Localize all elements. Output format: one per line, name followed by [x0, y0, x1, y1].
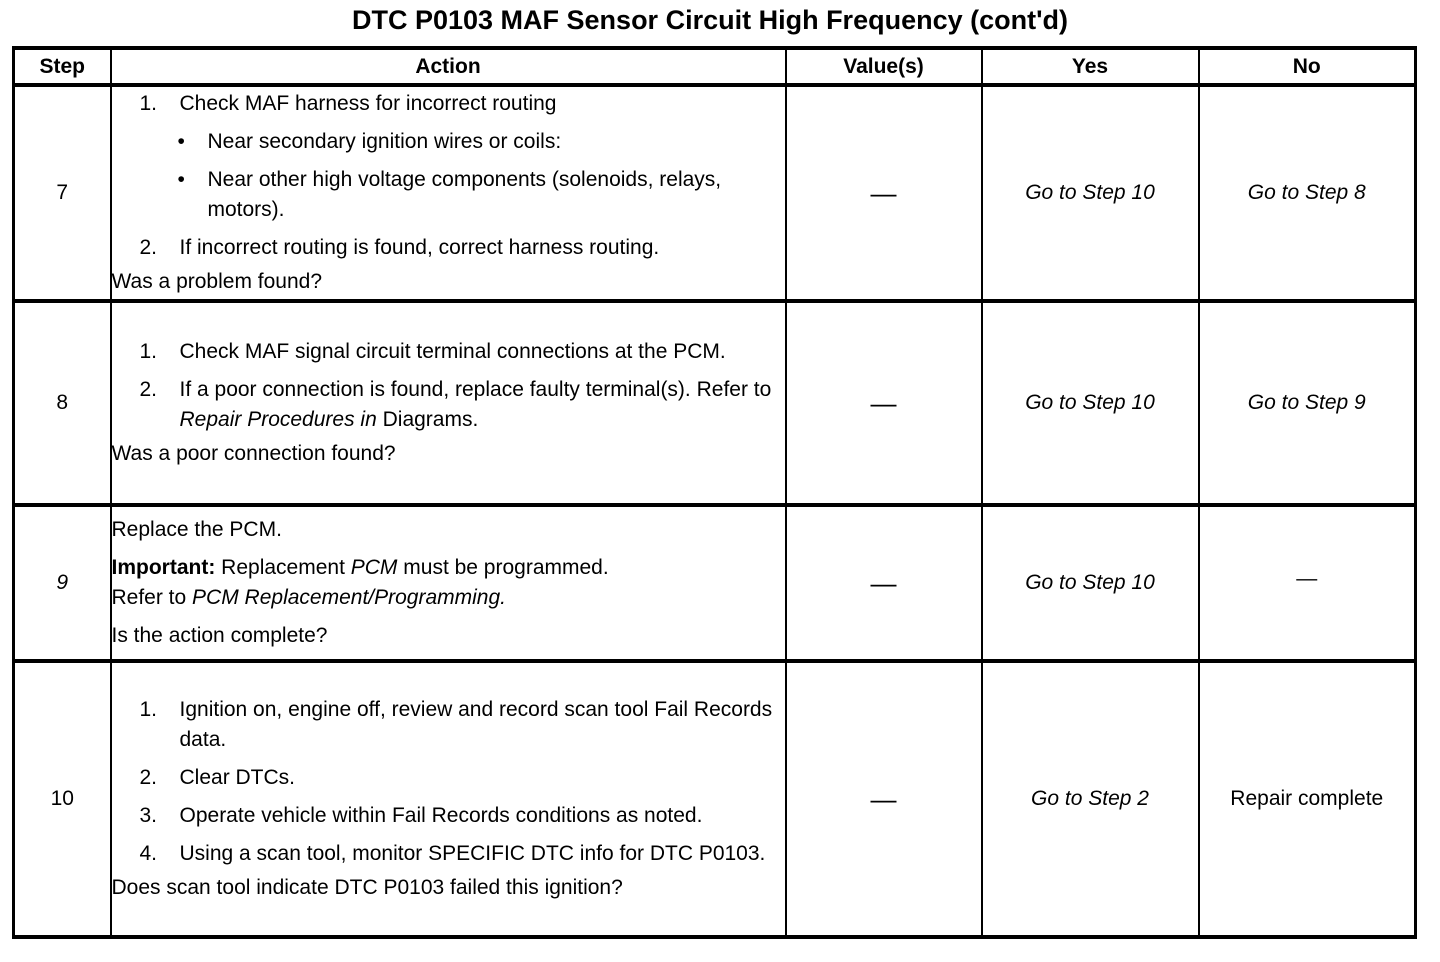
refer-text: Refer to [111, 586, 187, 609]
pcm-programming-reference: PCM Replacement/Programming. [192, 586, 506, 609]
value-cell: — [786, 301, 982, 505]
no-cell: Go to Step 9 [1199, 301, 1416, 505]
important-pcm: PCM [350, 556, 398, 579]
important-text-post: must be programmed. [403, 556, 609, 579]
list-text: Check MAF harness for incorrect routing [179, 92, 557, 115]
list-number: 1. [139, 698, 158, 721]
list-item [140, 337, 785, 367]
bullet-icon: • [177, 168, 185, 191]
header-row [14, 48, 1416, 85]
list-number: 2. [139, 378, 158, 401]
list-text: Operate vehicle within Fail Records conditions as noted. [179, 804, 703, 827]
no-cell: Repair complete [1199, 661, 1416, 937]
no-cell: Go to Step 8 [1199, 85, 1416, 301]
list-item [140, 233, 785, 263]
list-number: 3. [139, 804, 158, 827]
col-header-no: No [1199, 48, 1416, 85]
value-cell: — [786, 85, 982, 301]
step-number: 7 [14, 85, 111, 301]
yes-cell: Go to Step 10 [982, 301, 1199, 505]
important-note [112, 553, 785, 613]
bullet-item [178, 165, 785, 225]
step-number: 8 [14, 301, 111, 505]
list-item [140, 89, 785, 119]
bullet-text: Near other high voltage components (solenoids, relays, motors). [207, 168, 722, 221]
value-cell: — [786, 661, 982, 937]
list-number: 2. [139, 236, 158, 259]
list-item [140, 801, 785, 831]
no-cell: — [1199, 505, 1416, 661]
action-cell [111, 85, 786, 301]
action-cell [111, 301, 786, 505]
col-header-values: Value(s) [786, 48, 982, 85]
question-text: Was a problem found? [111, 270, 323, 293]
list-number: 4. [139, 842, 158, 865]
diagnostic-table [12, 46, 1417, 939]
important-label: Important: [111, 556, 216, 579]
list-text: Using a scan tool, monitor SPECIFIC DTC info for DTC P0103. [179, 842, 766, 865]
yes-cell: Go to Step 2 [982, 661, 1199, 937]
bullet-item [178, 127, 785, 157]
value-cell: — [786, 505, 982, 661]
step-number: 9 [14, 505, 111, 661]
col-header-yes: Yes [982, 48, 1199, 85]
list-number: 1. [139, 340, 158, 363]
list-number: 2. [139, 766, 158, 789]
list-item [140, 695, 785, 755]
list-item [140, 763, 785, 793]
yes-cell: Go to Step 10 [982, 85, 1199, 301]
repair-procedures-reference: Repair Procedures in [179, 408, 377, 431]
list-text-post: Diagrams. [382, 408, 479, 431]
list-text [180, 375, 785, 435]
page-title: DTC P0103 MAF Sensor Circuit High Frequency (cont'd) [351, 5, 1068, 35]
important-text-pre: Replacement [221, 556, 345, 579]
table-row [14, 85, 1416, 301]
question-text: Was a poor connection found? [111, 442, 396, 465]
list-text: Ignition on, engine off, review and record scan tool Fail Records data. [179, 698, 773, 751]
list-item [140, 839, 785, 869]
table-row [14, 505, 1416, 661]
list-text: Check MAF signal circuit terminal connections at the PCM. [179, 340, 726, 363]
list-text: Clear DTCs. [179, 766, 296, 789]
question-text: Does scan tool indicate DTC P0103 failed this ignition? [111, 876, 623, 899]
list-text: If incorrect routing is found, correct harness routing. [179, 236, 660, 259]
table-row [14, 661, 1416, 937]
step-number: 10 [14, 661, 111, 937]
col-header-step: Step [14, 48, 111, 85]
action-cell [111, 505, 786, 661]
list-number: 1. [139, 92, 158, 115]
yes-cell: Go to Step 10 [982, 505, 1199, 661]
bullet-text: Near secondary ignition wires or coils: [207, 130, 562, 153]
action-line: Replace the PCM. [111, 518, 282, 541]
bullet-icon: • [177, 130, 185, 153]
list-item [140, 375, 785, 435]
question-text: Is the action complete? [111, 624, 328, 647]
list-text-pre: If a poor connection is found, replace faulty terminal(s). Refer to [179, 378, 772, 401]
col-header-action: Action [111, 48, 786, 85]
table-row [14, 301, 1416, 505]
action-cell [111, 661, 786, 937]
